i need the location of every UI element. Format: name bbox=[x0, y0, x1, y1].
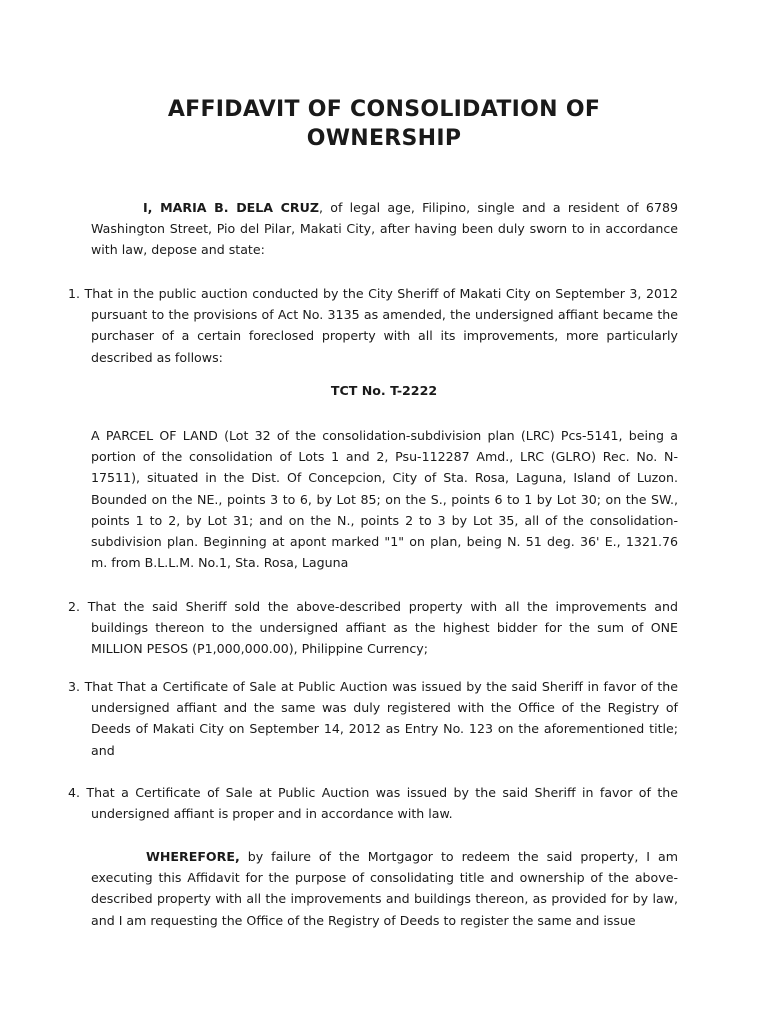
wherefore-lead: WHEREFORE, bbox=[146, 849, 240, 864]
document-title-line-1: AFFIDAVIT OF CONSOLIDATION OF bbox=[167, 97, 601, 122]
wherefore-text: by failure of the Mortgagor to redeem the said property, I am executing this Affidavit for the purpose of consolidating title and ownership of the above-described property with all the improvements and buildings thereon, as provided for by law, and I am requesting the Office of the Registry of Deeds to register the same and issue bbox=[91, 849, 678, 928]
document-title-line-2: OWNERSHIP bbox=[306, 126, 462, 151]
numbered-item-3: 3. That That a Certificate of Sale at Public Auction was issued by the said Sheriff in favor of the undersigned affiant and the same was duly registered with the Office of the Registry of Deeds of Makati City on September 14, 2012 as Entry No. 123 on the aforementioned title; and bbox=[68, 679, 678, 758]
wherefore-paragraph bbox=[91, 846, 678, 931]
affiant-name: I, MARIA B. DELA CRUZ bbox=[143, 200, 319, 215]
numbered-item-1: 1. That in the public auction conducted by the City Sheriff of Makati City on September 3, 2012 pursuant to the provisions of Act No. 3135 as amended, the undersigned affiant became the purchaser of a certain foreclosed property with all its improvements, more particularly described as follows: bbox=[68, 286, 678, 365]
tct-number: TCT No. T-2222 bbox=[330, 383, 438, 398]
intro-text: , of legal age, Filipino, single and a resident of 6789 Washington Street, Pio del Pilar, Makati City, after having been duly sworn to in accordance with law, depose and state: bbox=[91, 200, 678, 258]
land-description: A PARCEL OF LAND (Lot 32 of the consolidation-subdivision plan (LRC) Pcs-5141, being a portion of the consolidation of Lots 1 and 2, Psu-112287 Amd., LRC (GLRO) Rec. No. N-17511), situated in the Dist. Of Concepcion, City of Sta. Rosa, Laguna, Island of Luzon. Bounded on the NE., points 3 to 6, by Lot 85; on the S., points 6 to 1 by Lot 30; on the SW., points 1 to 2, by Lot 31; and on the N., points 2 to 3 by Lot 35, all of the consolidation-subdivision plan. Beginning at apont marked "1" on plan, being N. 51 deg. 36' E., 1321.76 m. from B.L.L.M. No.1, Sta. Rosa, Laguna bbox=[91, 428, 678, 571]
numbered-item-2: 2. That the said Sheriff sold the above-described property with all the improvements and buildings thereon to the undersigned affiant as the highest bidder for the sum of ONE MILLION PESOS (P1,000,000.00), Philippine Currency; bbox=[68, 599, 678, 657]
intro-paragraph bbox=[91, 197, 678, 261]
numbered-item-4: 4. That a Certificate of Sale at Public Auction was issued by the said Sheriff in favor of the undersigned affiant is proper and in accordance with law. bbox=[68, 785, 678, 822]
